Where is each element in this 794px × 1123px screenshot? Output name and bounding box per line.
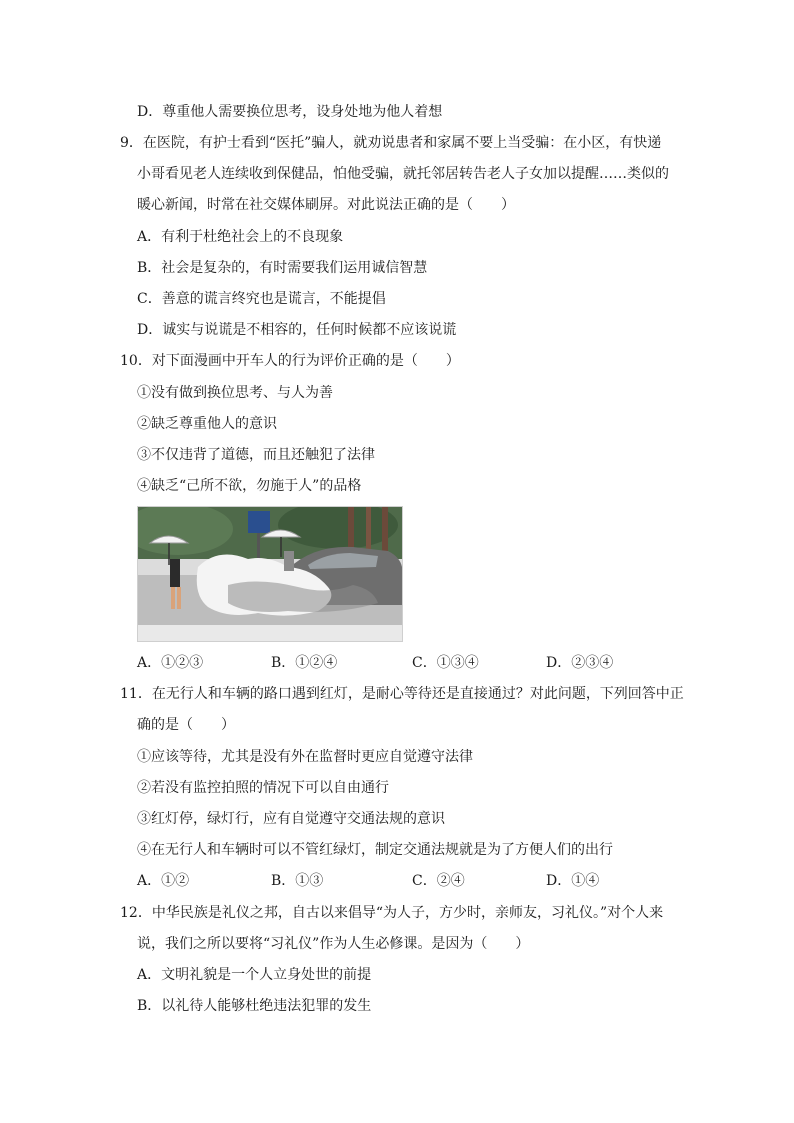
q10-statement-4: ④缺乏“己所不欲，勿施于人”的品格 xyxy=(137,478,362,494)
q12-option-b: B．以礼待人能够杜绝违法犯罪的发生 xyxy=(137,998,372,1014)
q11-option-c: C．②④ xyxy=(412,873,465,889)
q12-option-a: A．文明礼貌是一个人立身处世的前提 xyxy=(137,967,372,983)
road-sign-icon xyxy=(248,511,270,533)
q8-option-d: D．尊重他人需要换位思考，设身处地为他人着想 xyxy=(137,104,443,120)
q9-option-c: C．善意的谎言终究也是谎言，不能提倡 xyxy=(137,291,386,307)
q12-stem-line1: 12．中华民族是礼仪之邦，自古以来倡导“为人子，方少时，亲师友，习礼仪。”对个人来 xyxy=(120,905,664,921)
q11-statement-2: ②若没有监控拍照的情况下可以自由通行 xyxy=(137,780,389,796)
q10-option-a: A．①②③ xyxy=(137,655,204,671)
q10-option-c: C．①③④ xyxy=(412,655,479,671)
q9-option-b: B．社会是复杂的，有时需要我们运用诚信智慧 xyxy=(137,260,428,276)
q10-statement-1: ①没有做到换位思考、与人为善 xyxy=(137,385,333,401)
q10-statement-3: ③不仅违背了道德，而且还触犯了法律 xyxy=(137,447,375,463)
q9-stem-line1: 9．在医院，有护士看到“医托”骗人，就劝说患者和家属不要上当受骗：在小区，有快递 xyxy=(120,135,662,151)
q10-cartoon-image xyxy=(137,506,403,642)
q11-option-b: B．①③ xyxy=(271,873,324,889)
q10-options-row xyxy=(137,653,697,673)
q10-option-d: D．②③④ xyxy=(546,655,614,671)
q10-stem: 10．对下面漫画中开车人的行为评价正确的是（ ） xyxy=(120,353,460,369)
q9-option-d: D．诚实与说谎是不相容的，任何时候都不应该说谎 xyxy=(137,322,457,338)
q11-option-a: A．①② xyxy=(137,873,190,889)
pedestrian-icon xyxy=(170,559,180,587)
q11-statement-3: ③红灯停，绿灯行，应有自觉遵守交通法规的意识 xyxy=(137,811,445,827)
q11-options-row xyxy=(137,871,697,891)
q10-option-b: B．①②④ xyxy=(271,655,338,671)
q11-statement-4: ④在无行人和车辆时可以不管红绿灯，制定交通法规就是为了方便人们的出行 xyxy=(137,842,613,858)
q9-option-a: A．有利于杜绝社会上的不良现象 xyxy=(137,229,344,245)
q11-option-d: D．①④ xyxy=(546,873,600,889)
q9-stem-line3: 暖心新闻，时常在社交媒体刷屏。对此说法正确的是（ ） xyxy=(137,197,515,213)
q11-stem-line1: 11．在无行人和车辆的路口遇到红灯，是耐心等待还是直接通过？对此问题，下列回答中正 xyxy=(120,686,684,702)
q12-stem-line2: 说，我们之所以要将“习礼仪”作为人生必修课。是因为（ ） xyxy=(137,936,530,952)
q11-stem-line2: 确的是（ ） xyxy=(137,717,235,733)
q11-statement-1: ①应该等待，尤其是没有外在监督时更应自觉遵守法律 xyxy=(137,749,473,765)
q9-stem-line2: 小哥看见老人连续收到保健品，怕他受骗，就托邻居转告老人子女加以提醒……类似的 xyxy=(137,166,669,182)
q10-statement-2: ②缺乏尊重他人的意识 xyxy=(137,416,277,432)
